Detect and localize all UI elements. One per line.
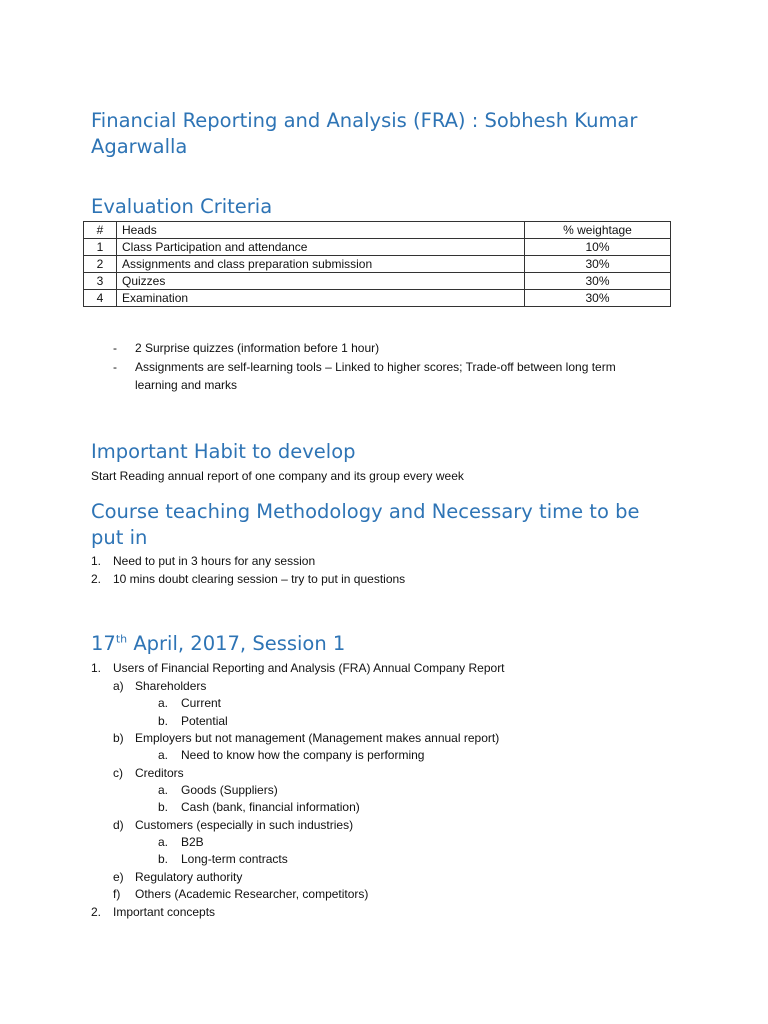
methodology-heading-line2: put in [91, 526, 148, 549]
table-cell: Class Participation and attendance [117, 239, 525, 256]
table-row [84, 239, 671, 256]
outline-marker: a. [158, 783, 169, 797]
methodology-heading-line1: Course teaching Methodology and Necessary time to be [91, 500, 640, 523]
session-heading [91, 631, 345, 657]
outline-marker: b. [158, 800, 169, 814]
outline-marker: c) [113, 766, 123, 780]
evaluation-table [83, 221, 671, 307]
list-number: 1. [91, 554, 102, 568]
outline-item: Important concepts [113, 905, 216, 919]
outline-item: Need to know how the company is performing [181, 748, 425, 762]
table-cell: 4 [84, 290, 117, 307]
outline-marker: a. [158, 748, 169, 762]
outline-item: Employers but not management (Management makes annual report) [135, 731, 500, 745]
session-day: 17 [91, 632, 116, 655]
outline-marker: 1. [91, 661, 102, 675]
outline-item: Shareholders [135, 679, 207, 693]
outline-marker: a. [158, 835, 169, 849]
table-cell: 10% [525, 239, 671, 256]
table-header-cell: Heads [117, 222, 525, 239]
bullet-dash: - [113, 341, 117, 355]
table-row [84, 256, 671, 273]
table-cell: 2 [84, 256, 117, 273]
outline-marker: a) [113, 679, 124, 693]
table-header-cell: % weightage [525, 222, 671, 239]
outline-item: Users of Financial Reporting and Analysis (FRA) Annual Company Report [113, 661, 505, 675]
outline-marker: d) [113, 818, 124, 832]
table-row [84, 273, 671, 290]
table-header-cell: # [84, 222, 117, 239]
outline-marker: e) [113, 870, 124, 884]
session-date-rest: April, 2017, Session 1 [127, 632, 346, 655]
bullet-text-continued: learning and marks [135, 378, 238, 392]
table-cell: 30% [525, 290, 671, 307]
bullet-text: 2 Surprise quizzes (information before 1 hour) [135, 341, 380, 355]
outline-item: Regulatory authority [135, 870, 243, 884]
outline-item: Cash (bank, financial information) [181, 800, 360, 814]
outline-item: Others (Academic Researcher, competitors) [135, 887, 369, 901]
bullet-dash: - [113, 360, 117, 374]
outline-item: B2B [181, 835, 204, 849]
table-cell: Quizzes [117, 273, 525, 290]
list-item: Need to put in 3 hours for any session [113, 554, 316, 568]
outline-marker: b. [158, 852, 169, 866]
table-cell: Assignments and class preparation submission [117, 256, 525, 273]
outline-marker: b. [158, 714, 169, 728]
outline-item: Potential [181, 714, 228, 728]
outline-marker: b) [113, 731, 124, 745]
outline-item: Customers (especially in such industries) [135, 818, 354, 832]
outline-marker: f) [113, 887, 121, 901]
outline-item: Current [181, 696, 222, 710]
evaluation-heading: Evaluation Criteria [91, 195, 273, 218]
session-day-suffix: th [115, 632, 128, 646]
outline-marker: 2. [91, 905, 102, 919]
list-number: 2. [91, 572, 102, 586]
table-header-row [84, 222, 671, 239]
habit-text: Start Reading annual report of one company and its group every week [91, 469, 464, 483]
document-title: Financial Reporting and Analysis (FRA) : Sobhesh Kumar Agarwalla [91, 109, 638, 158]
table-cell: 30% [525, 256, 671, 273]
table-cell: 30% [525, 273, 671, 290]
table-row [84, 290, 671, 307]
outline-marker: a. [158, 696, 169, 710]
bullet-text: Assignments are self-learning tools – Linked to higher scores; Trade-off between long term [135, 360, 616, 374]
list-item: 10 mins doubt clearing session – try to put in questions [113, 572, 406, 586]
table-cell: Examination [117, 290, 525, 307]
outline-item: Creditors [135, 766, 184, 780]
outline-item: Long-term contracts [181, 852, 288, 866]
table-cell: 3 [84, 273, 117, 290]
table-cell: 1 [84, 239, 117, 256]
habit-heading: Important Habit to develop [91, 440, 356, 463]
outline-item: Goods (Suppliers) [181, 783, 278, 797]
